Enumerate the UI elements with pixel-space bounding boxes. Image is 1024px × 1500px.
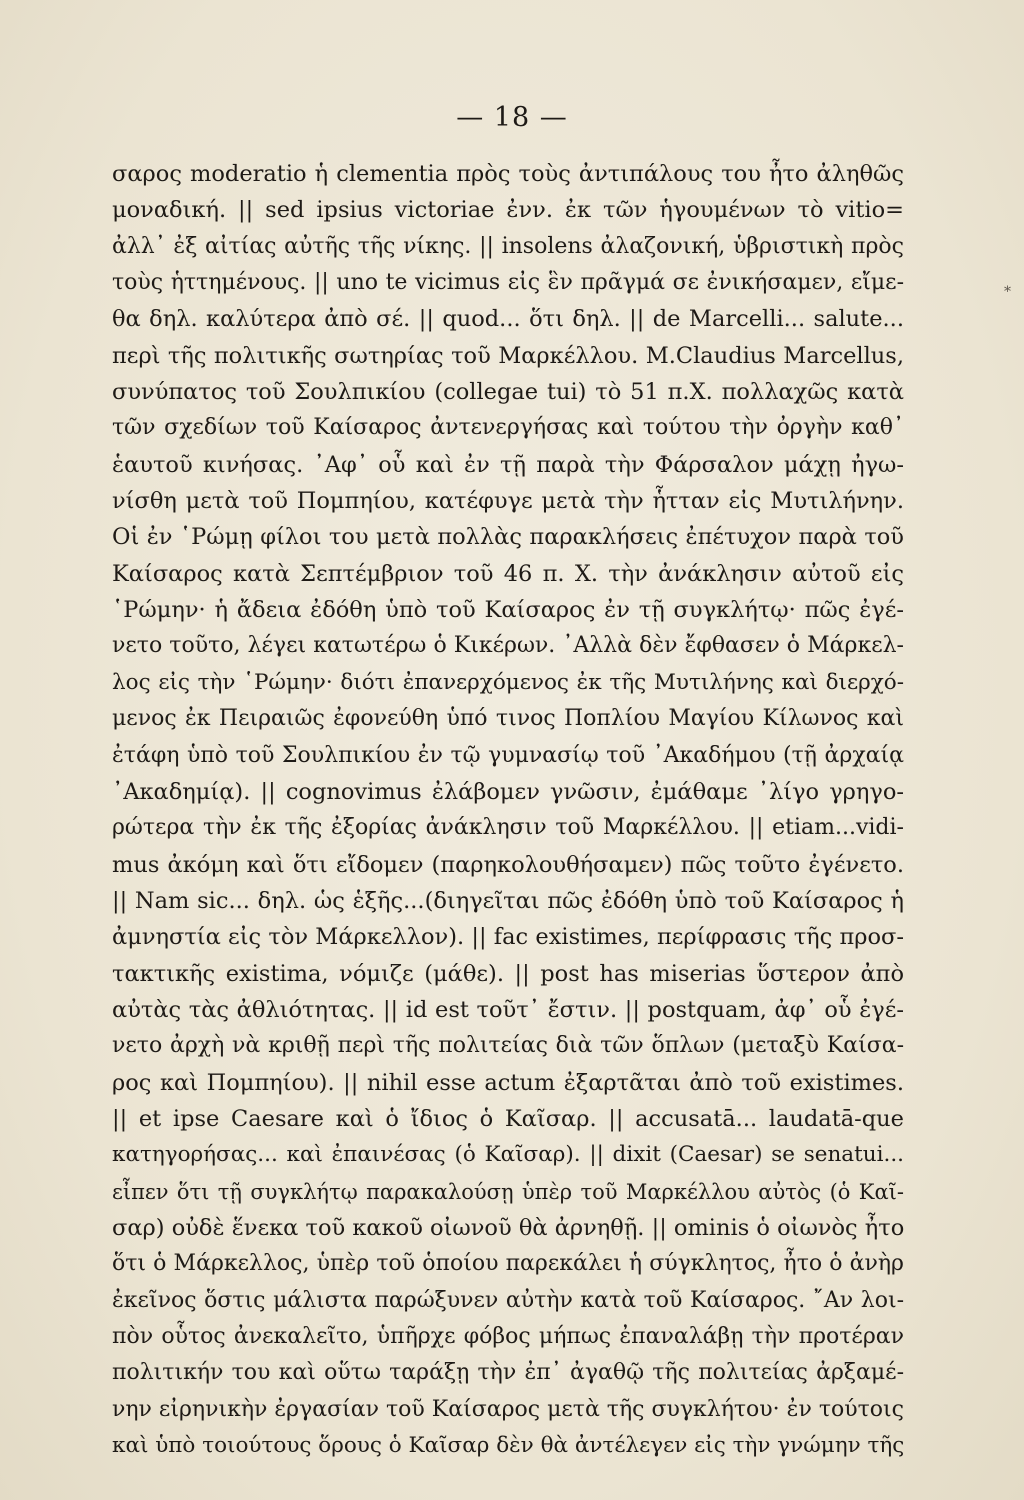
text-line: Οἱ ἐν ῾Ρώμῃ φίλοι του μετὰ πολλὰς παρακλήσεις ἐπέτυχον παρὰ τοῦ (112, 524, 904, 551)
text-line: ἀμνηστία εἰς τὸν Μάρκελλον). || fac existimes, περίφρασις τῆς προσ- (112, 924, 904, 951)
text-line: μοναδική. || sed ipsius victoriae ἐνν. ἐκ τῶν ἡγουμένων τὸ vitio= (112, 197, 904, 224)
text-line: ἐκεῖνος ὅστις μάλιστα παρώξυνεν αὐτὴν κατὰ τοῦ Καίσαρος. ῎Αν λοι- (112, 1287, 904, 1313)
text-line: λος εἰς τὴν ῾Ρώμην· διότι ἐπανερχόμενος ἐκ τῆς Μυτιλήνης καὶ διερχό- (112, 669, 904, 695)
text-line: ἑαυτοῦ κινήσας. ᾽Αφ᾽ οὗ καὶ ἐν τῇ παρὰ τὴν Φάρσαλον μάχῃ ἠγω- (112, 451, 904, 478)
page-number: — 18 — (456, 102, 568, 133)
text-line: ἀλλ᾽ ἐξ αἰτίας αὐτῆς τῆς νίκης. || insolens ἀλαζονική, ὑβριστικὴ πρὸς (112, 233, 904, 259)
text-line: συνύπατος τοῦ Σουλπικίου (collegae tui) τὸ 51 π.Χ. πολλαχῶς κατὰ (112, 379, 904, 406)
text-line: τακτικῆς existima, νόμιζε (μάθε). || post has miserias ὕστερον ἀπὸ (112, 960, 904, 987)
text-line: ᾽Ακαδημίᾳ). || cognovimus ἐλάβομεν γνῶσιν, ἐμάθαμε ᾽λίγο γρηγο- (112, 778, 904, 805)
text-line: ρος καὶ Πομπηίου). || nihil esse actum ἐξαρτᾶται ἀπὸ τοῦ existimes. (112, 1069, 904, 1096)
text-line: μενος ἐκ Πειραιῶς ἐφονεύθη ὑπό τινος Ποπλίου Μαγίου Κίλωνος καὶ (112, 706, 904, 732)
text-line: πολιτικήν του καὶ οὕτω ταράξῃ τὴν ἐπ᾽ ἀγαθῷ τῆς πολιτείας ἀρξαμέ- (112, 1360, 904, 1386)
text-line: νετο ἀρχὴ νὰ κριθῇ περὶ τῆς πολιτείας διὰ τῶν ὅπλων (μεταξὺ Καίσα- (112, 1033, 904, 1059)
text-line: Καίσαρος κατὰ Σεπτέμβριον τοῦ 46 π. Χ. τὴν ἀνάκλησιν αὐτοῦ εἰς (112, 560, 904, 587)
text-line: αὐτὰς τὰς ἀθλιότητας. || id est τοῦτ᾽ ἔστιν. || postquam, ἀφ᾽ οὗ ἐγέ- (112, 996, 904, 1023)
text-line: ῾Ρώμην· ἡ ἄδεια ἐδόθη ὑπὸ τοῦ Καίσαρος ἐν τῇ συγκλήτῳ· πῶς ἐγέ- (112, 597, 904, 624)
text-line: περὶ τῆς πολιτικῆς σωτηρίας τοῦ Μαρκέλλου. M.Claudius Marcellus, (112, 342, 904, 369)
text-line: || Nam sic... δηλ. ὡς ἑξῆς...(διηγεῖται πῶς ἐδόθη ὑπὸ τοῦ Καίσαρος ἡ (112, 887, 904, 914)
commentary-text (112, 156, 904, 1464)
text-line: mus ἀκόμη καὶ ὅτι εἴδομεν (παρηκολουθήσαμεν) πῶς τοῦτο ἐγένετο. (112, 851, 904, 878)
text-line: || et ipse Caesare καὶ ὁ ἴδιος ὁ Καῖσαρ. || accusatā... laudatā-que (112, 1105, 904, 1132)
text-line: ρώτερα τὴν ἐκ τῆς ἐξορίας ἀνάκλησιν τοῦ Μαρκέλλου. || etiam...vidi- (112, 815, 904, 841)
text-line: τοὺς ἡττημένους. || uno te vicimus εἰς ἓν πρᾶγμά σε ἐνικήσαμεν, εἴμε- (112, 270, 904, 296)
text-line: εἶπεν ὅτι τῇ συγκλήτῳ παρακαλούσῃ ὑπὲρ τοῦ Μαρκέλλου αὐτὸς (ὁ Καῖ- (112, 1179, 904, 1204)
text-line: σαρ) οὐδὲ ἕνεκα τοῦ κακοῦ οἰωνοῦ θὰ ἀρνηθῇ. || ominis ὁ οἰωνὸς ἦτο (112, 1214, 904, 1241)
text-line: καὶ ὑπὸ τοιούτους ὅρους ὁ Καῖσαρ δὲν θὰ ἀντέλεγεν εἰς τὴν γνώμην τῆς (112, 1433, 904, 1459)
text-line: ἐτάφη ὑπὸ τοῦ Σουλπικίου ἐν τῷ γυμνασίῳ τοῦ ᾽Ακαδήμου (τῇ ἀρχαίᾳ (112, 742, 904, 768)
text-line: νην εἰρηνικὴν ἐργασίαν τοῦ Καίσαρος μετὰ τῆς συγκλήτου· ἐν τούτοις (112, 1396, 904, 1422)
text-line: νετο τοῦτο, λέγει κατωτέρω ὁ Κικέρων. ᾽Αλλὰ δὲν ἔφθασεν ὁ Μάρκελ- (112, 633, 904, 659)
text-line: νίσθη μετὰ τοῦ Πομπηίου, κατέφυγε μετὰ τὴν ἧτταν εἰς Μυτιλήνην. (112, 488, 904, 515)
margin-mark: * (1004, 284, 1011, 300)
text-line: ὅτι ὁ Μάρκελλος, ὑπὲρ τοῦ ὁποίου παρεκάλει ἡ σύγκλητος, ἦτο ὁ ἀνὴρ (112, 1251, 904, 1277)
text-line: τῶν σχεδίων τοῦ Καίσαρος ἀντενεργήσας καὶ τούτου τὴν ὀργὴν καθ᾽ (112, 415, 904, 441)
text-line: σαρος moderatio ἡ clementia πρὸς τοὺς ἀντιπάλους του ἦτο ἀληθῶς (112, 161, 904, 187)
text-line: κατηγορήσας... καὶ ἐπαινέσας (ὁ Καῖσαρ). || dixit (Caesar) se senatui... (112, 1142, 904, 1168)
text-line: θα δηλ. καλύτερα ἀπὸ σέ. || quod... ὅτι δηλ. || de Marcelli... salute... (112, 306, 904, 333)
text-line: πὸν οὗτος ἀνεκαλεῖτο, ὑπῆρχε φόβος μήπως ἐπαναλάβῃ τὴν προτέραν (112, 1324, 904, 1349)
